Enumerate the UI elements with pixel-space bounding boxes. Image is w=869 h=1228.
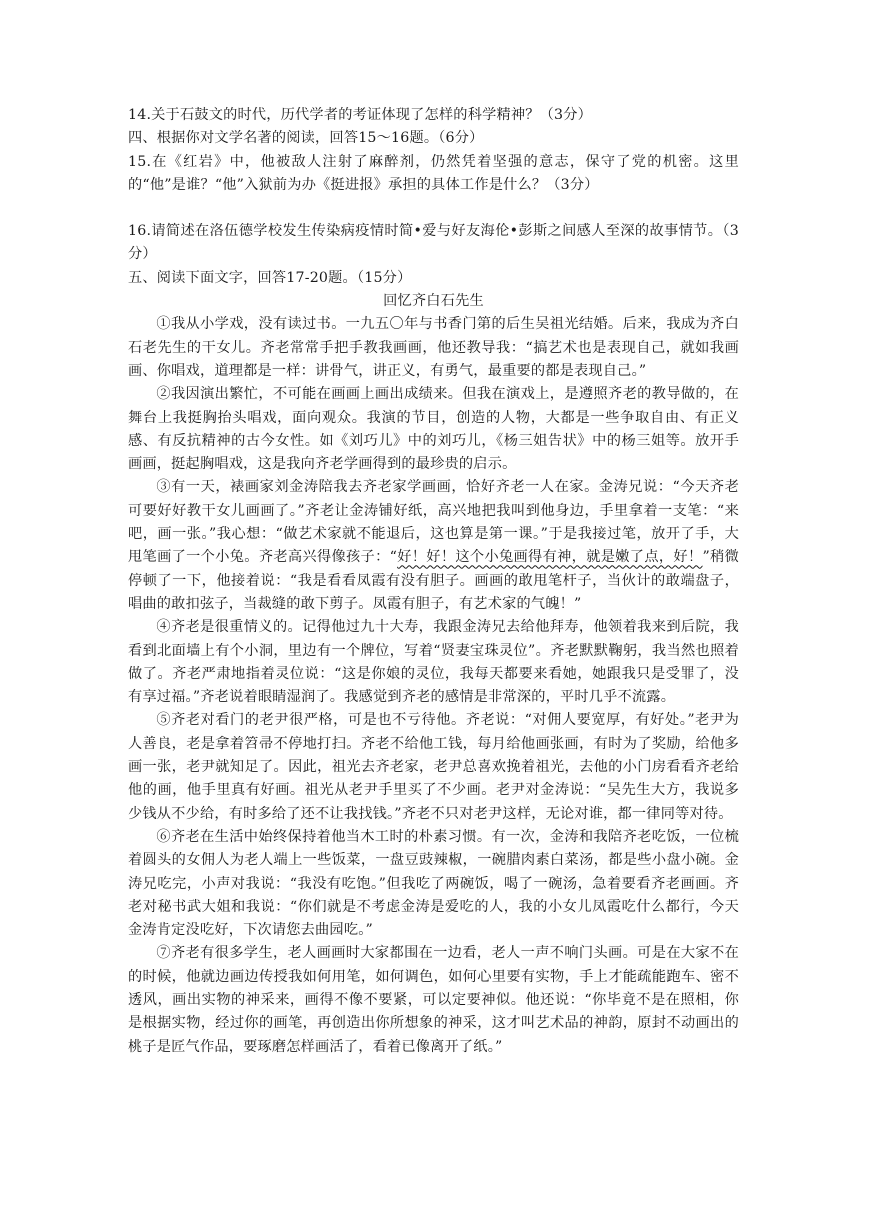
article-paragraph-4: ④齐老是很重情义的。记得他过九十大寿，我跟金涛兄去给他拜寿，他领着我来到后院，我看到北面墙上有个小洞，里边有一个牌位，写着“贤妻宝珠灵位”。齐老默默鞠躬，我当然也照着做了。齐老严肃地指着灵位说：“这是你娘的灵位，我每天都要来看她，她跟我只是受罪了，没有享过福。”齐老说着眼睛湿润了。我感觉到齐老的感情是非常深的，平时几乎不流露。 — [128, 619, 739, 706]
exam-text — [128, 104, 739, 1059]
section-5-heading: 五、阅读下面文字，回答17-20题。（15分） — [128, 269, 412, 286]
question-14: 14.关于石鼓文的时代，历代学者的考证体现了怎样的科学精神？（3分） — [128, 107, 593, 123]
section-4-heading: 四、根据你对文学名著的阅读，回答15～16题。（6分） — [128, 130, 484, 147]
paragraph-3-text-before: ③有一天，裱画家刘金涛陪我去齐老家学画画，恰好齐老一人在家。金涛兄说：“今天齐老可要好好教干女儿画画了。”齐老让金涛铺好纸，高兴地把我叫到他身边，手里拿着一支笔：“来吧，画一张。”我心想：“做艺术家就不能退后，这也算是第一课。”于是我接过笔，放开了手，大甩笔画了一个小兔。齐老高兴得像孩子：“ — [128, 479, 739, 566]
article-paragraph-7: ⑦齐老有很多学生，老人画画时大家都围在一边看，老人一声不响门头画。可是在大家不在的时候，他就边画边传授我如何用笔，如何调色，如何心里要有实物，手上才能疏能跑车、密不透风，画出实物的神采来，画得不像不要紧，可以定要神似。他还说：“你毕竟不是在照相，你是根据实物，经过你的画笔，再创造出你所想象的神采，这才叫艺术品的神韵，原封不动画出的桃子是匠气作品，要琢磨怎样画活了，看着已像离开了纸。” — [128, 945, 739, 1055]
question-15: 15.在《红岩》中，他被敌人注射了麻醉剂，仍然凭着坚强的意志，保守了党的机密。这里的“他”是谁？“他”入狱前为办《挺进报》承担的具体工作是什么？（3分） — [128, 153, 739, 193]
article-paragraph-1: ①我从小学戏，没有读过书。一九五〇年与书香门第的后生吴祖光结婚。后来，我成为齐白石老先生的干女儿。齐老常常手把手教我画画，他还教导我：“搞艺术也是表现自己，就如我画画、你唱戏，道理都是一样：讲骨气，讲正义，有勇气，最重要的都是表现自己。” — [128, 316, 739, 379]
article-paragraph-5: ⑤齐老对看门的老尹很严格，可是也不亏待他。齐老说：“对佣人要宽厚，有好处。”老尹为人善良，老是拿着笤帚不停地打扫。齐老不给他工钱，每月给他画张画，有时为了奖励，给他多画一张，老尹就知足了。因此，祖光去齐老家，老尹总喜欢挽着祖光，去他的小门房看看齐老给他的画，他手里真有好画。祖光从老尹手里买了不少画。老尹对金涛说：“吴先生大方，我说多少钱从不少给，有时多给了还不让我找钱。”齐老不只对老尹这样，无论对谁，都一律同等对待。 — [128, 712, 739, 822]
paragraph-3-text-after: ”稍微停顿了一下，他接着说：“我是看看凤霞有没有胆子。画画的敢甩笔杆子，当伙计的敢端盘子，唱曲的敢扣弦子，当裁缝的敢下剪子。凤霞有胆子，有艺术家的气魄！” — [128, 549, 740, 612]
article-paragraph-6: ⑥齐老在生活中始终保持着他当木工时的朴素习惯。有一次，金涛和我陪齐老吃饭，一位梳着圆头的女佣人为老人端上一些饭菜，一盘豆豉辣椒，一碗腊肉素白菜汤，都是些小盘小碗。金涛兄吃完，小声对我说：“我没有吃饱。”但我吃了两碗饭，喝了一碗汤，急着要看齐老画画。齐老对秘书武大姐和我说：“你们就是不考虑金涛是爱吃的人，我的小女儿凤霞吃什么都行，今天金涛肯定没吃好，下次请您去曲园吃。” — [128, 828, 739, 939]
question-16: 16.请简述在洛伍德学校发生传染病疫情时简•爱与好友海伦•彭斯之间感人至深的故事情节。（3分） — [128, 223, 739, 263]
article-paragraph-3 — [128, 476, 739, 616]
article-title: 回忆齐白石先生 — [383, 293, 484, 310]
underlined-quote: 好！好！这个小兔画得有神，就是嫩了点，好！ — [397, 549, 703, 566]
answer-space — [128, 197, 739, 220]
article-paragraph-2: ②我因演出繁忙，不可能在画画上画出成绩来。但我在演戏上，是遵照齐老的教导做的，在舞台上我挺胸抬头唱戏，面向观众。我演的节目，创造的人物，大都是一些争取自由、有正义感、有反抗精神的古今女性。如《刘巧儿》中的刘巧儿，《杨三姐告状》中的杨三姐等。放开手画画，挺起胸唱戏，这是我向齐老学画得到的最珍贵的启示。 — [128, 386, 739, 473]
